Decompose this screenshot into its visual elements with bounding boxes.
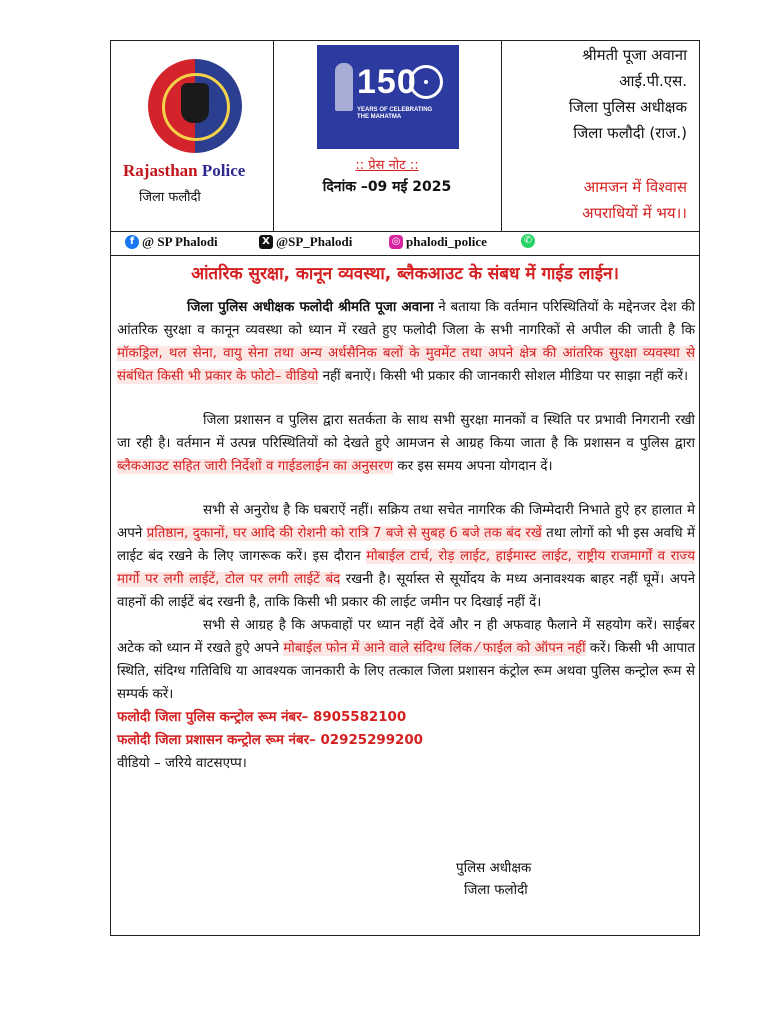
admin-control-room-number: फलोदी जिला प्रशासन कन्ट्रोल रूम नंबर– 02925299200 (117, 733, 423, 748)
paragraph: सभी से अनुरोध है कि घबराऐं नहीं। सक्रिय तथा सचेत नागरिक की जिम्मेदारी निभाते हुऐ हर हालात मे अपने प्रतिष्ठान, दुकानों, घर आदि की रोशनी को रात्रि 7 बजे से सुबह 6 बजे तक बंद रखें तथा लोगों को भी इस अवधि में लाईट बंद रखने के लिए जागरूक करें। इस दौरान मोबाईल टार्च, रोड़ लाईट, हाईमास्ट लाईट, राष्ट्रीय राजमार्गों व राज्य मार्गो पर लगी लाईटें, टोल पर लगी लाईटें बंद रखनी है। सूर्यास्त से सूर्योदय के मध्य अनावश्यक बाहर नहीं घूमें। अपने वाहनों की लाईटें बंद रखनी है, ताकि किसी भी प्रकार की लाईट जमीन पर दिखाई नहीं दें। (117, 503, 696, 610)
instagram-handle: phalodi_police (406, 234, 487, 249)
motto-line: अपराधियों में भय।। (582, 204, 687, 222)
letterhead (111, 41, 699, 232)
highlight: प्रतिष्ठान, दुकानों, घर आदि की रोशनी को रात्रि 7 बजे से सुबह 6 बजे तक बंद रखें (146, 526, 542, 541)
signature-line: पुलिस अधीक्षक (456, 861, 532, 876)
highlight: ब्लैकआउट सहित जारी निर्देशों व गाईडलाईन का अनुसरण (117, 459, 394, 474)
press-note-frame (110, 40, 700, 936)
facebook-icon: f (125, 235, 139, 249)
facebook-link[interactable] (125, 234, 218, 250)
motto-line: आमजन में विश्वास (583, 178, 687, 196)
signature-line: जिला फलोदी (464, 883, 528, 898)
paragraph: सभी से आग्रह है कि अफवाहों पर ध्यान नहीं देवें और न ही अफवाह फैलाने में सहयोग करें। साईबर अटेक को ध्यान में रखते हुऐ अपने मोबाईल फोन में आने वाले संदिग्ध लिंक ⁄ फाईल को ऑपन नहीं करें। किसी भी आपात स्थिति, संदिग्ध गतिविधि या आवश्यक जानकारी के लिए तत्काल जिला प्रशासन कंट्रोल रूम अथवा पुलिस कन्ट्रोल रूम से सम्पर्क करें। (117, 618, 695, 702)
press-note-date: दिनांक –09 मई 2025 (322, 179, 452, 195)
gandhi-figure-icon (335, 63, 353, 111)
instagram-icon: ◎ (389, 235, 403, 249)
whatsapp-link[interactable] (521, 234, 538, 248)
paragraph: जिला पुलिस अधीक्षक फलोदी श्रीमति पूजा अवाना ने बताया कि वर्तमान परिस्थितियों के मद्देनजर देश की आंतरिक सुरक्षा व कानून व्यवस्था को ध्यान में रखते हुए फलोदी जिला के सभी नागरिकों से अपील की जाती है कि मॉकड्रिल, थल सेना, वायु सेना तथा अन्य अर्धसैनिक बलों के मुवमेंट तथा अपने क्षेत्र की आंतरिक सुरक्षा व्यवस्था से संबंधित किसी भी प्रकार के फोटो– वीडियो नहीं बनाऐं। किसी भी प्रकार की जानकारी सोशल मीडिया पर साझा नहीं करें। (117, 300, 695, 384)
logo-caption: YEARS OF CELEBRATING THE MAHATMA (357, 107, 433, 120)
x-twitter-icon: X (259, 235, 273, 249)
twitter-link[interactable] (259, 234, 352, 250)
twitter-handle: @SP_Phalodi (276, 234, 353, 249)
paragraph: जिला प्रशासन व पुलिस द्वारा सतर्कता के साथ सभी सुरक्षा मानकों व स्थिति पर प्रभावी निगरानी रखी जा रही है। वर्तमान में उत्पन्न परिस्थितियों को देखते हुऐ आमजन से आग्रह किया जाता है कि प्रशासन व पुलिस द्वारा ब्लैकआउट सहित जारी निर्देशों व गाईडलाईन का अनुसरण कर इस समय अपना योगदान दें। (117, 413, 695, 474)
officer-cell (501, 41, 699, 231)
highlight: मोबाईल टार्च, रोड़ लाईट, हाईमास्ट लाईट, राष्ट्रीय राजमार्गों व राज्य मार्गो पर लगी लाईटें, टोल पर लगी लाईटें बंद (117, 549, 695, 587)
officer-line: जिला फलौदी (राज.) (573, 124, 687, 142)
social-bar (111, 231, 699, 256)
press-note-cell (273, 41, 501, 231)
police-logo-cell (111, 41, 273, 231)
facebook-handle: @ SP Phalodi (142, 234, 218, 249)
district-label: जिला फलौदी (139, 190, 201, 205)
logo-number: 150 (357, 63, 417, 101)
whatsapp-icon: ✆ (521, 234, 535, 248)
signature-block (456, 858, 531, 902)
rajasthan-police-badge-icon (148, 59, 242, 153)
gandhi-150-logo (317, 45, 459, 149)
officer-line: आई.पी.एस. (619, 72, 687, 90)
video-note: वीडियो – जरिये वाटसएप्प। (117, 756, 247, 771)
instagram-link[interactable] (389, 234, 487, 250)
officer-line: जिला पुलिस अधीक्षक (568, 98, 687, 116)
highlight: मॉकड्रिल, थल सेना, वायु सेना तथा अन्य अर्धसैनिक बलों के मुवमेंट तथा अपने क्षेत्र की आंतरिक सुरक्षा व्यवस्था से संबंधित किसी भी प्रकार के फोटो– वीडियो (117, 346, 695, 384)
officer-line: श्रीमती पूजा अवाना (582, 46, 687, 64)
org-name (123, 161, 273, 181)
press-note-body (117, 296, 695, 775)
highlight: मोबाईल फोन में आने वाले संदिग्ध लिंक ⁄ फाईल को ऑपन नहीं (283, 641, 586, 656)
press-note-title: :: प्रेस नोट :: (355, 158, 419, 173)
charkha-wheel-icon (409, 65, 443, 99)
org-name-part2: Police (201, 161, 246, 180)
police-control-room-number: फलोदी जिला पुलिस कन्ट्रोल रूम नंबर– 8905582100 (117, 710, 407, 725)
headline: आंतरिक सुरक्षा, कानून व्यवस्था, ब्लैकआउट के संबध में गाईड लाईन। (191, 264, 619, 284)
org-name-part1: Rajasthan (123, 161, 198, 180)
